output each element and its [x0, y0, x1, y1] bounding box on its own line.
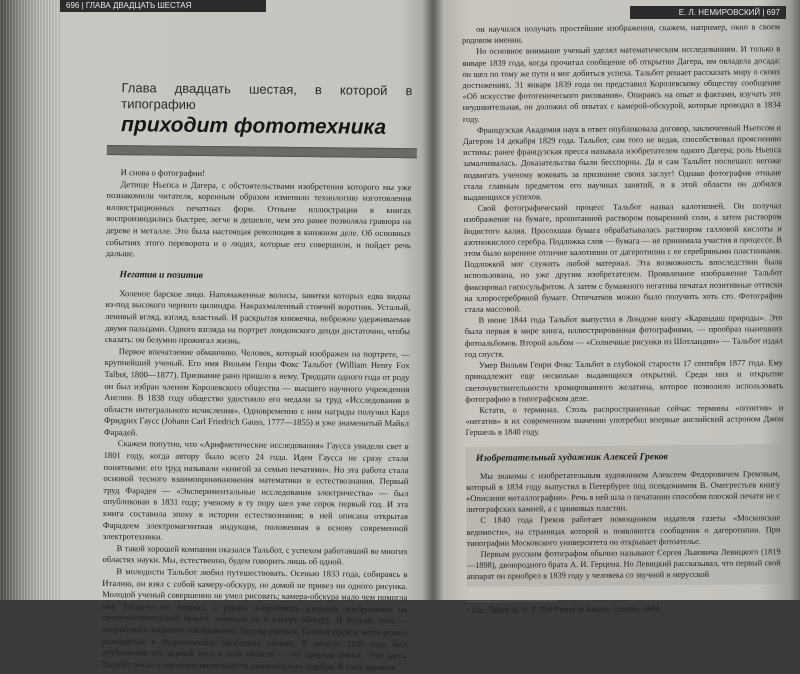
body-paragraph: Скажем попутно, что «Арифметические исследования» Гаусса увидели свет в 1801 году, когда автору было всего 24 года. Идеи Гаусса не сразу стали понятными: его труд называли «книгой за семью печатями». Но эта работа стала основой тесного взаимопроникновения математики и естествознания. Первый труд Фарадея — «Экспериментальные исследования электричества» — был опубликован в 1831 году; ученому в ту пору шел уже сорок первый год. И эта книга составила эпоху в истории естествознания; в ней описана открытая Фарадеем электромагнитная индукция, положенная в основу современной электротехники.	[102, 438, 409, 542]
book-gutter	[422, 0, 444, 600]
section-title: Негатив и позитив	[119, 268, 204, 281]
body-paragraph: В июне 1844 года Тальбот выпустил в Лондоне книгу «Карандаш природы». Это была первая в мире книга, иллюстрированная фотографиями, — прообраз нынешних фотоальбомов. Второй альбом — «Солнечные рисунки из Шотландии» — Тальбот издал год спустя.	[464, 313, 783, 359]
body-paragraph: Французская Академия наук в ответ опубликовала договор, заключенный Ньепсом и Дагером 14 декабря 1829 года. Тальбот, сам того не ведая, способствовал прояснению истины: ранее французская пресса называла изобретателем одного Дагера; роль Ньепса замалчивалась. Доказательства были бесспорны. Да и сам Тальбот поспешил: негоже подвигать ученому вокевать за признание своих заслуг! Однако фотография отныне стала главным предметом его научных занятий, и в этой области он добился выдающихся успехов.	[462, 123, 782, 203]
chapter-title: Глава двадцать шестая, в которой в типографию	[121, 80, 413, 112]
body-paragraph: Первое впечатление обманчиво. Человек, который изображен на портрете, — крупнейший ученый. Его имя Вильям Генри Фокс Тальбот (William Henry Fox Talbot, 1800—1877). Признание рано пришло к нему. Тридцати одного года от роду он был избран членом Королевского общества — высшего научного учреждения Англии. В 1838 году общество удостоило его медали за труд «Исследования в области интегрального исчисления». Одновременно с ним награды получил Карл Фридрих Гаусс (Johann Carl Friedrich Gauss, 1777—1855) и уже знаменитый Майкл Фарадей.	[103, 345, 410, 438]
body-paragraph: В молодости Тальбот любил путешествовать. Осенью 1833 года, собираясь в Италию, он взял с собой камеру-обскуру, но домой не привез ни одного рисунка. Молодой ученый совершенно не умел рисовать; камера-обскура мало чем помогла ему. Тогда-то он, видимо, и решил попробовать удержать изображение на светочувствительной бумаге, помещая ее в камеру-обскуру. И больше того — попробовать закрепить изображение. Будучи ученым, Тальбот прежде всего решил разобраться в теоретических проблемах оптики. В августе 1835 года был опубликован его первый труд в этой области — «О природе света». Уже здесь Тальбот писал о светочувствительности азотнокислого серебра. К тому времени	[101, 566, 408, 672]
running-header-right: Е. Л. НЕМИРОВСКИЙ | 697	[630, 6, 786, 19]
section-box	[466, 444, 785, 587]
intro-paragraph: Детище Ньепса и Дагера, с обстоятельствами изобретения которого мы уже познакомили читателя, коренным образом изменило технологию изготовления иллюстрационных печатных форм. Отныне иллюстрации в книгах воспроизводились быстрее, легче и дешевле, чем это ранее позволяла гравюра на дереве и металле. Это была настоящая революция в книжном деле. Об основных событиях этого переворота и о людях, которые его совершили, и пойдет речь дальше.	[105, 178, 412, 259]
chapter-title-emphasis: приходит фототехника	[120, 113, 387, 139]
epigraph: И снова о фотографии!	[120, 167, 206, 179]
body-paragraph: он научился получать простейшие изображения, скажем, например, окно в своем родовом имении.	[462, 22, 781, 46]
body-paragraph: Холеное барское лицо. Напомаженные волосы, завитки которых едва видны из-под высокого черного цилиндра. Накрахмаленный стоячий воротник. Усталый, ленивый вгляд, взгляд, властный. И раскрытая книжечка, небрежно удерживаемая двумя пальцами. Одного взгляда на портрет лондонского денди достаточно, чтобы сказать: он безумно прожигал жизнь.	[104, 287, 411, 346]
body-paragraph: В такой хорошей компании оказался Тальбот, с успехом работавший во многих областях науки. Мы, естественно, будем говорить лишь об одной.	[102, 542, 408, 567]
section-title: Изобретательный художник Алексей Греков	[475, 450, 668, 464]
page-edges	[0, 0, 60, 600]
running-header-left: 696 | ГЛАВА ДВАДЦАТЬ ШЕСТАЯ	[60, 0, 266, 12]
title-rule	[107, 145, 417, 158]
body-paragraph: Но основное внимание ученый уделял математическим исследованиям. И только в январе 1839 года, когда прочитал сообщение об открытии Дагера, им овладела досада: он шел по тому же пути и мог добиться успеха. Тальбот решает рассказать миру о своих достижениях. 31 января 1839 года он представил Королевскому обществу сообщение «Об искусстве фотогенического рисования». Опираясь на опыт и фактами, изучать это неудивительная, он доложил об опытах с камерой-обскурой, которые проводил в 1834 году.	[462, 44, 781, 124]
left-page	[101, 40, 413, 672]
body-paragraph: Свой фотографический процесс Тальбот назвал калотипией. Он получал изображение на бумаге, пропитанной раствором поваренной соли, а затем раствором йодистого калия. Просохшая бумага обрабатывалась раствором галловой кислоты и азотнокислого серебра. Подложка слоя — бумага — не принимала участия в процессе. В этом было коренное отличие калотипии от дагеротипии с ее серебряными пластинками. Подложкой мог служить любой материал. Эта возможность впоследствии была использована, но уже другим изобретателем. Проявленное изображение Тальбот фиксировал гипосульфитом. А затем с бумажного негатива печатал позитивные оттиски на хлоросеребряной бумаге. Отпечатков можно было получить хоть сто. Фотография стала массовой.	[463, 201, 783, 315]
footnote: ¹ См.: Talbot W. H. F. The Pencil of Nature. London, 1844.	[467, 603, 662, 615]
body-paragraph: Умер Вильям Генри Фокс Тальбот в глубокой старости 17 сентября 1877 года. Ему принадлежит еще несколько выдающихся открытий. Среди них и открытие светочувствительности хромированного желатина, которое позволило использовать фотографию в типографском деле.	[465, 358, 784, 404]
right-page	[462, 21, 785, 615]
body-paragraph: Мы знакомы с изобретательным художником Алексеем Федоровичем Грековым, который в 1834 году выпустил в Петербурге под псевдонимом В. Омегрестьев книгу «Описание металлографии». Речь в ней шла о печатании способом плоской печати не с литографских камней, а с цинковых пластин.	[466, 468, 781, 515]
body-paragraph: С 1840 года Греков работает помощником издателя газеты «Московские ведомости», на страницах которой и появляются сообщения о дагеротипии. При типографии Московского университета он открывает фотоателье.	[466, 513, 781, 548]
body-paragraph: Кстати, о терминах. Столь распространенные сейчас термины «позитив» и «негатив» в их современном значении употребил впервые английский астроном Джон Гершель в 1840 году.	[465, 403, 784, 438]
body-paragraph: Первым русским фотографом обычно называют Сергея Львовича Левицкого (1819—1898), двоюродного брата А. И. Герцена. Но Левицкий рассказывал, что первый свой аппарат он приобрел в 1839 году у человека со звучной и нерусской	[466, 547, 781, 582]
